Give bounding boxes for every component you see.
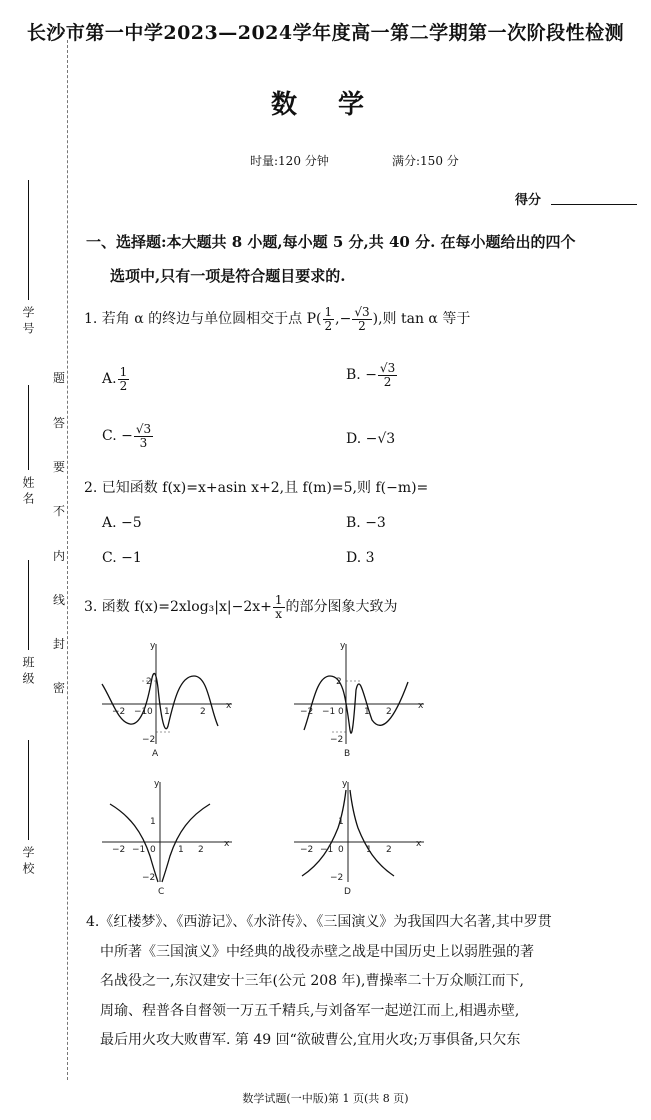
subject-title: 数 学 [270, 90, 381, 120]
question-2-stem: 2. 已知函数 f(x)=x+asin x+2,且 f(m)=5,则 f(−m)= [84, 480, 429, 496]
graph-option-a [98, 638, 238, 760]
exam-title: 长沙市第一中学2023—2024学年度高一第二学期第一次阶段性检测 [26, 22, 625, 44]
tick-label: 1 [338, 817, 344, 827]
tick-label: 1 [366, 845, 372, 855]
margin-field-student-id: 学 号 [22, 180, 34, 334]
fraction: $\frac{1}{2}$ [324, 305, 333, 333]
fraction: $\frac{√3}{2}$ [354, 305, 370, 333]
tick-label: 1 [364, 707, 370, 717]
question-4-line: 最后用火攻大败曹军. 第 49 回“欲破曹公,宜用火攻;万事俱备,只欠东 [100, 1032, 521, 1048]
tick-label: 0 [338, 707, 344, 717]
seal-char: 要 [53, 460, 66, 474]
y-axis-label: y [154, 779, 160, 789]
y-axis-label: y [342, 779, 348, 789]
question-4-text [86, 908, 626, 1056]
graph-letter: B [344, 749, 351, 759]
y-axis-label: y [340, 641, 346, 651]
graph-option-c [98, 776, 238, 898]
question-1-option-a: A. $\frac{1}{2}$ [102, 365, 128, 393]
question-1-stem: 1. 若角 α 的终边与单位圆相交于点 P( $\frac{1}{2}$ ,− $\frac{√3}{2}$ ),则 tan α 等于 [84, 305, 471, 333]
graph-letter: D [344, 887, 351, 897]
question-2-option-a: A. −5 [102, 515, 142, 531]
seal-char: 密 [53, 681, 66, 695]
question-4-line: 名战役之一,东汉建安十三年(公元 208 年),曹操率二十万众顺江而下, [100, 973, 524, 989]
question-2-option-c: C. −1 [102, 550, 142, 566]
seal-char: 封 [53, 637, 66, 651]
seal-char: 不 [53, 504, 66, 518]
x-axis-label: x [224, 839, 230, 849]
question-3-stem: 3. 函数 f(x)=2xlog₃|x|−2x+ $\frac{1}{x}$ 的部分图象大致为 [84, 593, 398, 621]
tick-label: 2 [386, 707, 392, 717]
tick-label: −2 [112, 845, 126, 855]
question-4-line: 周瑜、程普各自督领一万五千精兵,与刘备军一起逆江而上,相遇赤壁, [100, 1002, 520, 1019]
tick-label: 2 [198, 845, 204, 855]
score-blank [551, 204, 637, 205]
score-label: 得分 [515, 193, 542, 208]
section-heading-line2: 选项中,只有一项是符合题目要求的. [110, 267, 346, 285]
binding-line [67, 40, 68, 1080]
tick-label: 2 [336, 677, 342, 687]
graph-option-b [290, 638, 430, 760]
tick-label: −2 [330, 873, 344, 883]
seal-char: 题 [53, 371, 66, 385]
tick-label: −1 [322, 707, 336, 717]
tick-label: −1 [132, 845, 146, 855]
tick-label: 0 [338, 845, 344, 855]
x-axis-label: x [226, 701, 232, 711]
margin-field-school: 学 校 [22, 740, 34, 874]
tick-label: −2 [112, 707, 126, 717]
tick-label: −2 [142, 735, 156, 745]
seal-char: 线 [53, 593, 66, 607]
tick-label: 2 [146, 677, 152, 687]
section-heading-line1: 一、选择题:本大题共 8 小题,每小题 5 分,共 40 分. 在每小题给出的四个 [86, 233, 576, 251]
question-1-option-b: B. − $\frac{√3}{2}$ [346, 361, 396, 389]
graph-letter: A [152, 749, 159, 759]
tick-label: 1 [178, 845, 184, 855]
tick-label: 2 [386, 845, 392, 855]
question-4-line: 中所著《三国演义》中经典的战役赤壁之战是中国历史上以弱胜强的著 [100, 943, 534, 960]
question-1-option-c: C. − $\frac{√3}{3}$ [102, 422, 152, 450]
question-1-option-d: D. −√3 [346, 431, 396, 447]
tick-label: −2 [142, 873, 156, 883]
page-footer: 数学试题(一中版)第 1 页(共 8 页) [242, 1092, 409, 1105]
graph-letter: C [158, 887, 165, 897]
seal-char: 内 [53, 549, 66, 563]
tick-label: −1 [320, 845, 334, 855]
question-4-line: 4.《红楼梦》、《西游记》、《水浒传》、《三国演义》为我国四大名著,其中罗贯 [86, 914, 552, 930]
fraction: $\frac{1}{x}$ [274, 593, 283, 621]
tick-label: 0 [147, 707, 153, 717]
margin-field-name: 姓 名 [22, 385, 34, 504]
tick-label: −1 [134, 707, 148, 717]
time-info: 时量:120 分钟 [250, 154, 329, 168]
tick-label: 1 [164, 707, 170, 717]
seal-char: 答 [53, 416, 66, 430]
graph-option-d [290, 776, 430, 898]
question-2-option-d: D. 3 [346, 550, 375, 566]
margin-field-class: 班 级 [22, 560, 34, 684]
tick-label: −2 [300, 845, 314, 855]
question-2-option-b: B. −3 [346, 515, 386, 531]
tick-label: −2 [300, 707, 314, 717]
y-axis-label: y [150, 641, 156, 651]
x-axis-label: x [418, 701, 424, 711]
tick-label: −2 [330, 735, 344, 745]
total-score: 满分:150 分 [392, 154, 459, 168]
tick-label: 2 [200, 707, 206, 717]
section-heading [86, 225, 646, 293]
tick-label: 1 [150, 817, 156, 827]
x-axis-label: x [416, 839, 422, 849]
tick-label: 0 [150, 845, 156, 855]
